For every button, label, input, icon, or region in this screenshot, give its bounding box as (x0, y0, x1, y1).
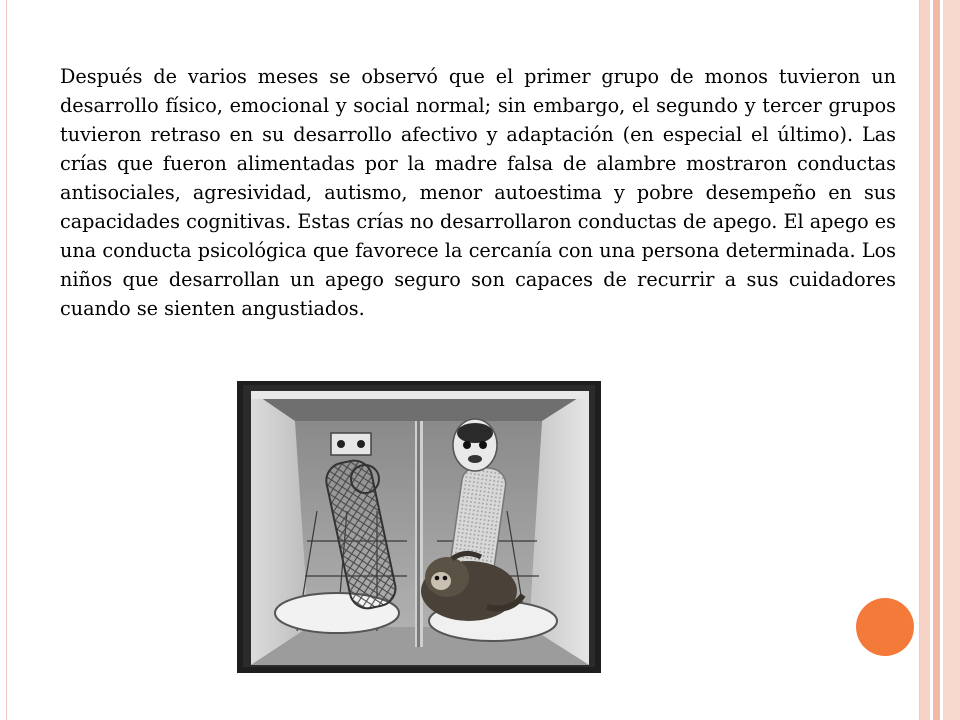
decorative-stripe (933, 0, 940, 720)
accent-circle (856, 598, 914, 656)
monkey-experiment-photo (237, 381, 601, 673)
decorative-stripe (920, 0, 930, 720)
body-text: Después de varios meses se observó que el primer grupo de monos tuvieron un desarrollo físico, emocional y social normal; sin embargo, el segundo y tercer grupos tuvieron retraso en su desarrollo afectivo y adaptación (en especial el último). Las crías que fueron alimentadas por la madre falsa de alambre mostraron conductas antisociales, agresividad, autismo, menor autoestima y pobre desempeño en sus capacidades cognitivas. Estas crías no desarrollaron conductas de apego. El apego es una conducta psicológica que favorece la cercanía con una persona determinada. Los niños que desarrollan un apego seguro son capaces de recurrir a sus cuidadores cuando se sienten angustiados. (60, 65, 896, 320)
decorative-stripe (943, 0, 960, 720)
